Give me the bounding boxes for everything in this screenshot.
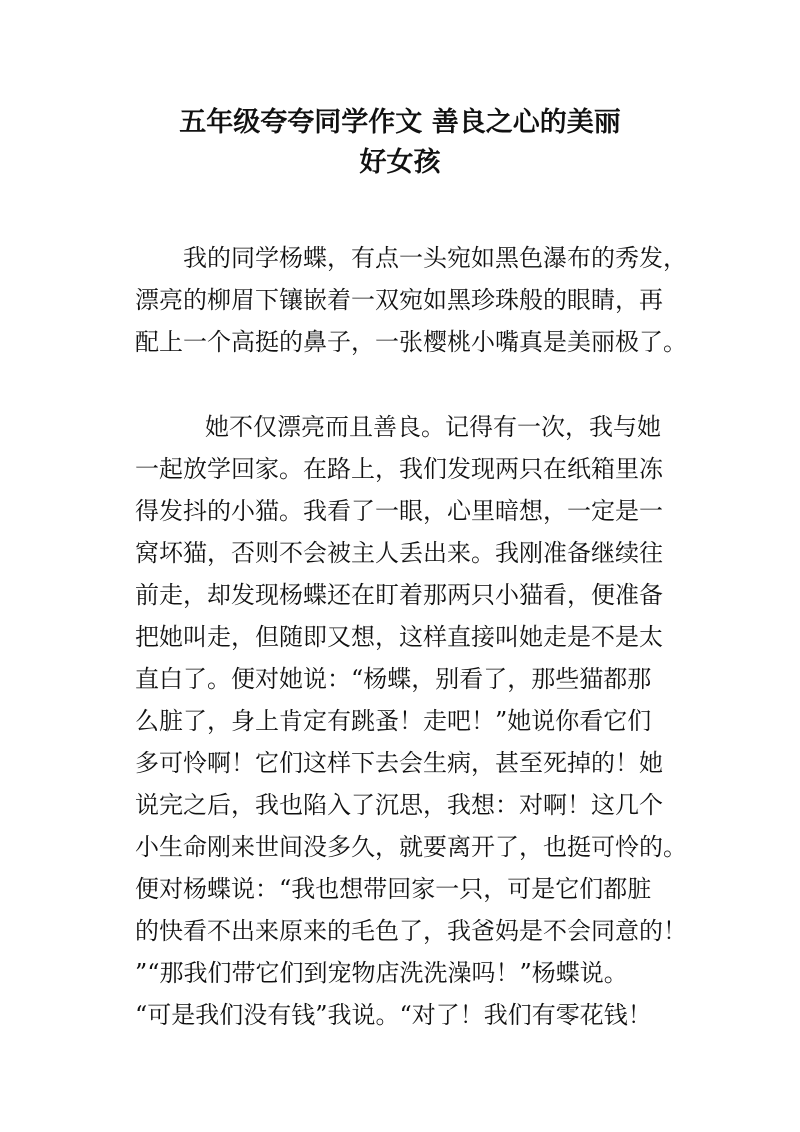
document-title-line-2: 好女孩 [359, 147, 441, 178]
paragraph-1-line: 配上一个高挺的鼻子，一张樱桃小嘴真是美丽极了。 [135, 328, 687, 356]
paragraph-2-line: 便对杨蝶说：“我也想带回家一只，可是它们都脏 [135, 875, 652, 903]
paragraph-2-line: 得发抖的小猫。我看了一眼，心里暗想，一定是一 [135, 497, 663, 525]
paragraph-2-line: 直白了。便对她说：“杨蝶，别看了，那些猫都那 [135, 665, 652, 693]
paragraph-2-line: 把她叫走，但随即又想，这样直接叫她走是不是太 [135, 623, 663, 651]
paragraph-2-line: 她不仅漂亮而且善良。记得有一次，我与她 [205, 413, 661, 441]
paragraph-2-line: ”“那我们带它们到宠物店洗洗澡吗！”杨蝶说。 [135, 959, 628, 987]
document-title-line-1: 五年级夸夸同学作文 善良之心的美丽 [179, 107, 621, 138]
paragraph-2-line: 前走，却发现杨蝶还在盯着那两只小猫看，便准备 [135, 581, 663, 609]
paragraph-2-line: 说完之后，我也陷入了沉思，我想：对啊！这几个 [135, 791, 663, 819]
paragraph-2-line: 么脏了，身上肯定有跳蚤！走吧！”她说你看它们 [135, 707, 652, 735]
paragraph-2-line: 窝坏猫，否则不会被主人丢出来。我刚准备继续往 [135, 539, 663, 567]
paragraph-2-line: 多可怜啊！它们这样下去会生病，甚至死掉的！她 [135, 749, 663, 777]
paragraph-1-line: 漂亮的柳眉下镶嵌着一双宛如黑珍珠般的眼睛，再 [135, 286, 663, 314]
paragraph-2-line: 小生命刚来世间没多久，就要离开了，也挺可怜的。 [135, 833, 687, 861]
paragraph-1-line: 我的同学杨蝶，有点一头宛如黑色瀑布的秀发， [183, 244, 687, 272]
paragraph-2-line: “可是我们没有钱”我说。“对了！我们有零花钱！ [135, 1001, 652, 1029]
paragraph-2-line: 的快看不出来原来的毛色了，我爸妈是不会同意的！ [135, 917, 687, 945]
paragraph-2-line: 一起放学回家。在路上，我们发现两只在纸箱里冻 [135, 455, 663, 483]
